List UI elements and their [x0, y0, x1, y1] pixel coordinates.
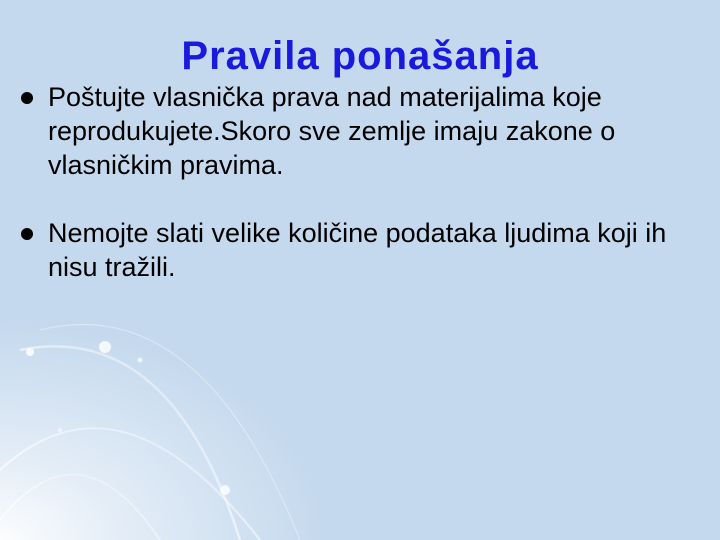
slide-title: Pravila ponašanja [181, 34, 539, 78]
bullet-text: Poštujte vlasnička prava nad materijalima koje reprodukujete.Skoro sve zemlje imaju zakone o vlasničkim pravima. [48, 82, 616, 180]
bullet-dot-icon [21, 92, 33, 104]
bullet-list [18, 80, 708, 318]
bullet-dot-icon [21, 228, 33, 240]
bullet-item [18, 80, 708, 182]
bullet-item [18, 216, 708, 284]
bullet-text: Nemojte slati velike količine podataka ljudima koji ih nisu tražili. [48, 218, 667, 282]
